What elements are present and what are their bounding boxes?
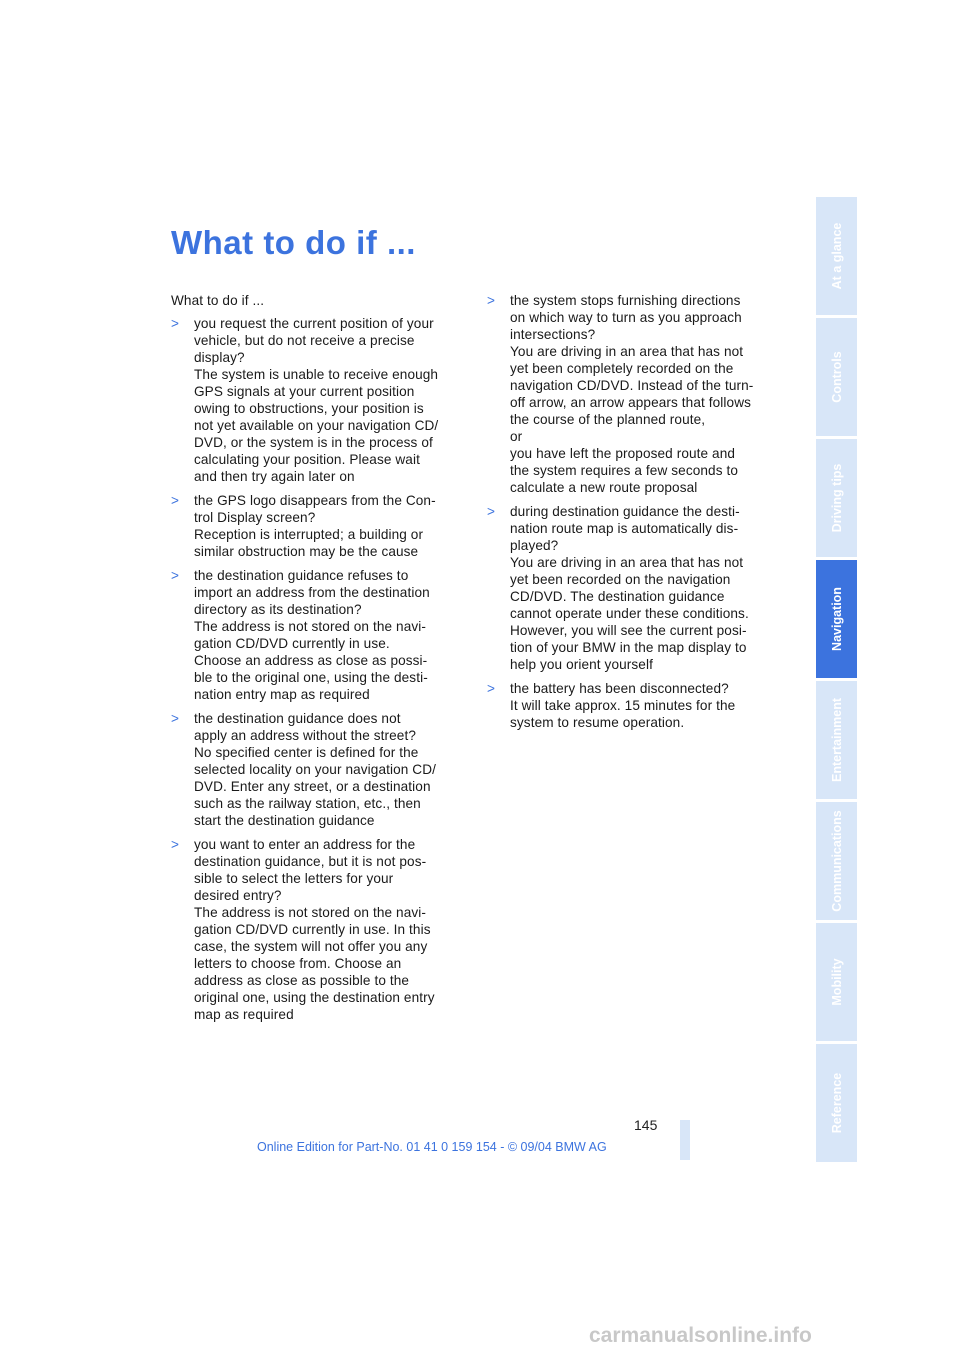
faq-item-line: desired entry?	[194, 888, 282, 903]
faq-item-line: the destination guidance refuses to	[194, 568, 409, 583]
page-number: 145	[634, 1117, 658, 1133]
faq-item-line: help you orient yourself	[510, 657, 653, 672]
faq-item-line: the battery has been disconnected?	[510, 681, 729, 696]
tab-at-a-glance[interactable]	[816, 197, 857, 315]
faq-item	[171, 710, 471, 829]
bullet-arrow-icon: >	[487, 681, 496, 696]
bullet-arrow-icon: >	[171, 711, 180, 726]
faq-item-line: import an address from the destination	[194, 585, 430, 600]
bullet-arrow-icon: >	[171, 837, 180, 852]
faq-item-line: you have left the proposed route and	[510, 446, 736, 461]
faq-item	[171, 315, 471, 485]
tab-label: Communications	[829, 810, 844, 912]
faq-item-line: similar obstruction may be the cause	[194, 544, 419, 559]
faq-item-line: system to resume operation.	[510, 715, 685, 730]
faq-item-line: No specified center is defined for the	[194, 745, 419, 760]
tab-driving-tips[interactable]	[816, 439, 857, 557]
faq-item-line: on which way to turn as you approach	[510, 310, 742, 325]
tab-entertainment[interactable]	[816, 681, 857, 799]
faq-item-line: Choose an address as close as possi-	[194, 653, 428, 668]
tab-label: Mobility	[829, 958, 844, 1006]
intro-text: What to do if ...	[171, 293, 265, 308]
faq-item	[171, 492, 471, 560]
faq-item-line: such as the railway station, etc., then	[194, 796, 421, 811]
faq-item-body	[194, 567, 471, 703]
faq-item-line: tion of your BMW in the map display to	[510, 640, 747, 655]
faq-list-right	[487, 292, 787, 731]
bullet-arrow-icon: >	[171, 568, 180, 583]
faq-item-body	[510, 680, 787, 731]
faq-item-line: and then try again later on	[194, 469, 355, 484]
faq-item-line: or	[510, 429, 523, 444]
tab-label: Navigation	[829, 587, 844, 651]
faq-item-line: However, you will see the current posi-	[510, 623, 747, 638]
faq-item-line: yet been completely recorded on the	[510, 361, 734, 376]
faq-item-line: original one, using the destination entry	[194, 990, 435, 1005]
faq-item	[171, 567, 471, 703]
faq-item-line: case, the system will not offer you any	[194, 939, 428, 954]
faq-item-line: selected locality on your navigation CD/	[194, 762, 437, 777]
faq-item-line: gation CD/DVD currently in use.	[194, 636, 390, 651]
faq-item-line: DVD. Enter any street, or a destination	[194, 779, 431, 794]
faq-item-line: intersections?	[510, 327, 596, 342]
faq-item-line: Reception is interrupted; a building or	[194, 527, 424, 542]
faq-item-line: address as close as possible to the	[194, 973, 410, 988]
faq-item-line: calculate a new route proposal	[510, 480, 698, 495]
faq-item-line: DVD, or the system is in the process of	[194, 435, 433, 450]
faq-item-line: GPS signals at your current position	[194, 384, 415, 399]
faq-item-line: letters to choose from. Choose an	[194, 956, 402, 971]
faq-item-line: nation entry map as required	[194, 687, 370, 702]
faq-item-line: The address is not stored on the navi-	[194, 905, 426, 920]
faq-item-line: the system stops furnishing directions	[510, 293, 741, 308]
tab-label: Controls	[829, 351, 844, 403]
faq-item-line: cannot operate under these conditions.	[510, 606, 749, 621]
faq-item-line: CD/DVD. The destination guidance	[510, 589, 725, 604]
faq-item-line: gation CD/DVD currently in use. In this	[194, 922, 431, 937]
tab-navigation[interactable]	[816, 560, 857, 678]
faq-list-left	[171, 315, 471, 1023]
tab-communications[interactable]	[816, 802, 857, 920]
faq-item-line: start the destination guidance	[194, 813, 375, 828]
footer-edition-text: Online Edition for Part-No. 01 41 0 159 154 - © 09/04 BMW AG	[257, 1140, 607, 1154]
tab-mobility[interactable]	[816, 923, 857, 1041]
faq-item-line: You are driving in an area that has not	[510, 344, 744, 359]
faq-item	[487, 503, 787, 673]
faq-item-line: nation route map is automatically dis-	[510, 521, 739, 536]
bullet-arrow-icon: >	[487, 293, 496, 308]
bullet-arrow-icon: >	[487, 504, 496, 519]
faq-item-line: owing to obstructions, your position is	[194, 401, 424, 416]
right-column	[487, 292, 787, 738]
faq-item-line: vehicle, but do not receive a precise	[194, 333, 415, 348]
tab-label: Reference	[829, 1072, 844, 1134]
tab-reference[interactable]	[816, 1044, 857, 1162]
faq-item-line: you want to enter an address for the	[194, 837, 416, 852]
faq-item-line: calculating your position. Please wait	[194, 452, 420, 467]
page-title: What to do if ...	[171, 224, 416, 261]
faq-item-line: during destination guidance the desti-	[510, 504, 740, 519]
faq-item-body	[194, 836, 471, 1023]
faq-item-body	[510, 503, 787, 673]
faq-item-line: directory as its destination?	[194, 602, 362, 617]
faq-item-body	[194, 710, 471, 829]
faq-item-line: you request the current position of your	[194, 316, 434, 331]
faq-item-line: The address is not stored on the navi-	[194, 619, 426, 634]
faq-item	[487, 680, 787, 731]
faq-item-line: the GPS logo disappears from the Con-	[194, 493, 436, 508]
left-column	[171, 292, 471, 1030]
tab-label: Driving tips	[829, 463, 844, 533]
bullet-arrow-icon: >	[171, 316, 180, 331]
tab-controls[interactable]	[816, 318, 857, 436]
faq-item-line: You are driving in an area that has not	[510, 555, 744, 570]
faq-item-line: the system requires a few seconds to	[510, 463, 739, 478]
faq-item-line: It will take approx. 15 minutes for the	[510, 698, 736, 713]
faq-item-line: sible to select the letters for your	[194, 871, 394, 886]
faq-item-line: destination guidance, but it is not pos-	[194, 854, 427, 869]
faq-item-line: trol Display screen?	[194, 510, 316, 525]
bullet-arrow-icon: >	[171, 493, 180, 508]
chapter-sidebar	[816, 197, 857, 1165]
faq-item-line: navigation CD/DVD. Instead of the turn-	[510, 378, 754, 393]
faq-item-line: map as required	[194, 1007, 294, 1022]
tab-label: Entertainment	[829, 697, 844, 783]
faq-item-line: apply an address without the street?	[194, 728, 416, 743]
faq-item-body	[194, 315, 471, 485]
faq-item-line: The system is unable to receive enough	[194, 367, 439, 382]
faq-item-line: off arrow, an arrow appears that follows	[510, 395, 752, 410]
page-marker	[680, 1120, 690, 1160]
tab-label: At a glance	[829, 222, 844, 290]
faq-item-line: display?	[194, 350, 245, 365]
faq-item-line: not yet available on your navigation CD/	[194, 418, 439, 433]
faq-item-line: the destination guidance does not	[194, 711, 401, 726]
faq-item	[487, 292, 787, 496]
faq-item-line: the course of the planned route,	[510, 412, 706, 427]
faq-item-body	[194, 492, 471, 560]
faq-item-line: played?	[510, 538, 559, 553]
faq-item	[171, 836, 471, 1023]
faq-item-line: yet been recorded on the navigation	[510, 572, 731, 587]
watermark: carmanualsonline.info	[589, 1324, 812, 1347]
faq-item-body	[510, 292, 787, 496]
faq-item-line: ble to the original one, using the desti-	[194, 670, 428, 685]
